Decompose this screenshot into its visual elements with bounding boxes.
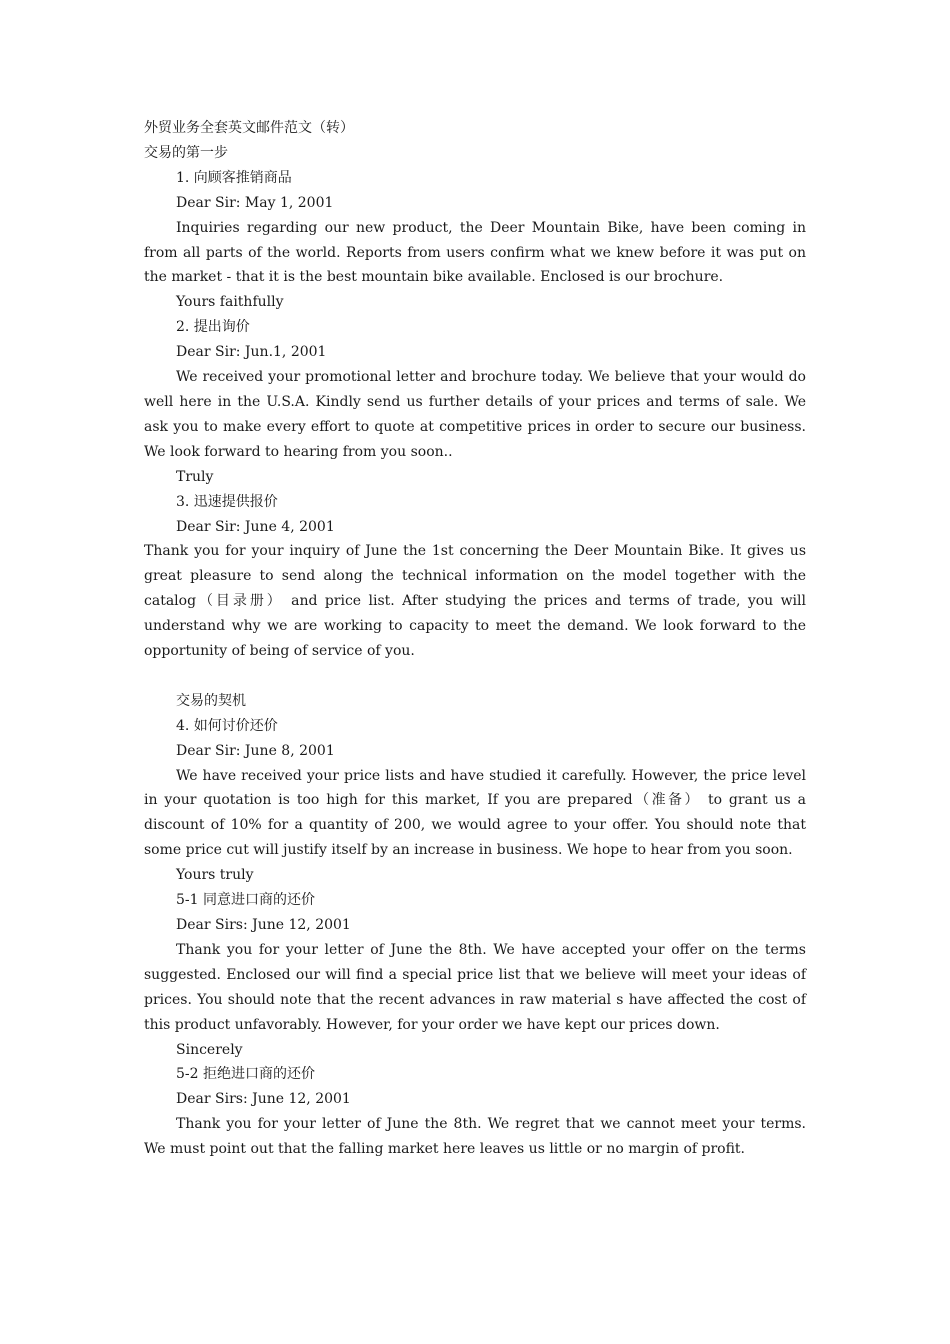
letter-greeting-5-2: Dear Sirs: June 12, 2001 — [176, 1091, 351, 1108]
document-body — [144, 116, 806, 1162]
letter-greeting-2: Dear Sir: Jun.1, 2001 — [176, 344, 327, 361]
letter-closing-2: Truly — [176, 468, 214, 485]
letter-body-3: Thank you for your inquiry of June the 1st concerning the Deer Mountain Bike. It gives us great pleasure to send along the technical information on the model together with the catalog（目录册） and price list. After studying the prices and terms of trade, you will understand why we are working to capacity to meet the demand. We look forward to the opportunity of being of service of you. — [144, 543, 806, 660]
letter-greeting-1: Dear Sir: May 1, 2001 — [176, 194, 334, 211]
letter-body-2: We received your promotional letter and brochure today. We believe that your would do well here in the U.S.A. Kindly send us further details of your prices and terms of sale. We ask you to make every effort to quote at competitive prices in order to secure our business. We look forward to hearing from you soon.. — [144, 369, 806, 460]
item-heading-4: 4. 如何讨价还价 — [176, 717, 278, 734]
letter-closing-5-1: Sincerely — [176, 1041, 243, 1058]
letter-greeting-4: Dear Sir: June 8, 2001 — [176, 742, 335, 759]
item-heading-1: 1. 向顾客推销商品 — [176, 169, 292, 186]
blank-line — [144, 664, 806, 689]
section-heading-first-step: 交易的第一步 — [144, 144, 228, 161]
item-heading-3: 3. 迅速提供报价 — [176, 493, 278, 510]
letter-closing-4: Yours truly — [176, 867, 254, 884]
letter-greeting-3: Dear Sir: June 4, 2001 — [176, 518, 335, 535]
item-heading-2: 2. 提出询价 — [176, 319, 250, 336]
letter-closing-1: Yours faithfully — [176, 294, 284, 311]
letter-body-5-1: Thank you for your letter of June the 8th. We have accepted your offer on the terms suggested. Enclosed our will find a special price list that we believe will meet your ideas of prices. You should note that the recent advances in raw material s have affected the cost of this product unfavorably. However, for your order we have kept our prices down. — [144, 941, 806, 1033]
letter-body-5-2: Thank you for your letter of June the 8th. We regret that we cannot meet your terms. We must point out that the falling market here leaves us little or no margin of profit. — [144, 1116, 806, 1158]
item-heading-5-2: 5-2 拒绝进口商的还价 — [176, 1066, 315, 1083]
document-title: 外贸业务全套英文邮件范文（转） — [144, 120, 354, 136]
item-heading-5-1: 5-1 同意进口商的还价 — [176, 892, 315, 909]
letter-body-4: We have received your price lists and have studied it carefully. However, the price level in your quotation is too high for this market, If you are prepared（准备） to grant us a discount of 10% for a quantity of 200, we would agree to your offer. You should note that some price cut will justify itself by an increase in business. We hope to hear from you soon. — [144, 767, 806, 859]
letter-body-1: Inquiries regarding our new product, the Deer Mountain Bike, have been coming in from all parts of the world. Reports from users confirm what we knew before it was put on the market - that it is the best mountain bike available. Enclosed is our brochure. — [144, 219, 806, 286]
section-heading-opportunity: 交易的契机 — [176, 692, 246, 709]
letter-greeting-5-1: Dear Sirs: June 12, 2001 — [176, 916, 351, 933]
